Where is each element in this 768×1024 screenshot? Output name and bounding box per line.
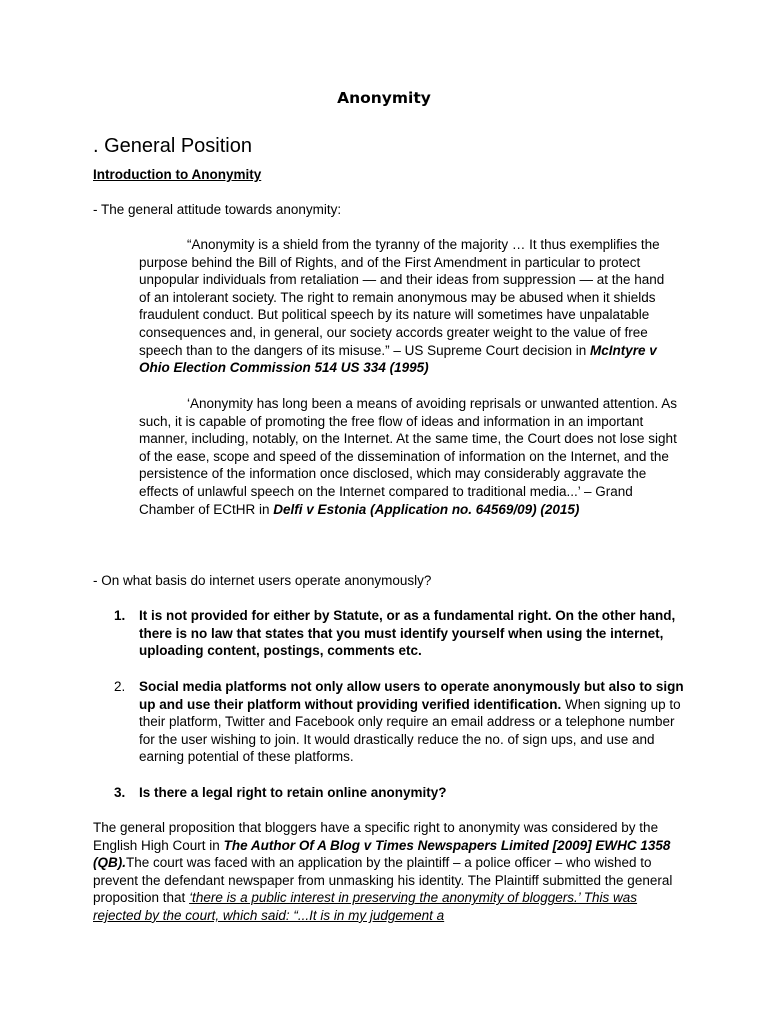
quote-delfi (139, 395, 679, 518)
paragraph-text: The general proposition that bloggers have a specific right to anonymity was considered by the English High Court in (93, 820, 659, 853)
subheading: Introduction to Anonymity (93, 167, 262, 182)
list-item (114, 784, 684, 802)
attitude-intro: - The general attitude towards anonymity: (93, 202, 342, 217)
quote-text: ‘Anonymity has long been a means of avoiding reprisals or unwanted attention. As such, it is capable of promoting the free flow of ideas and information in an important manner, including, notably, on the Internet. At the same time, the Court does not lose sight of the ease, scope and speed of the dissemination of information on the Internet, and the persistence of the information once disclosed, which may considerably aggravate the effects of unlawful speech on the Internet compared to traditional media...’ – Grand Chamber of ECtHR in (139, 396, 678, 517)
list-number: 1. (114, 608, 126, 623)
list-bold-text: Is there a legal right to retain online anonymity? (139, 785, 447, 800)
list-number: 2. (114, 679, 126, 694)
basis-question: - On what basis do internet users operate anonymously? (93, 573, 432, 588)
list-item (114, 678, 684, 766)
list-text: When signing up to their platform, Twitter and Facebook only require an email address or a telephone number for the user wishing to join. It would drastically reduce the no. of sign ups, and use and earning potential of these platforms. (139, 696, 681, 765)
list-item (114, 607, 684, 660)
case-citation: McIntyre v Ohio Election Commission 514 US 334 (1995) (139, 342, 657, 376)
underlined-quote: ‘there is a public interest in preserving the anonymity of bloggers.’ This was rejected by the court, which said: “...It is in my judgement a (93, 890, 638, 923)
final-paragraph (93, 819, 683, 925)
list-bold-text: Social media platforms not only allow users to operate anonymously but also to sign up and use their platform without providing verified identification. (139, 679, 684, 712)
quote-text: “Anonymity is a shield from the tyranny of the majority … It thus exemplifies the purpose behind the Bill of Rights, and of the First Amendment in particular to protect unpopular individuals from retaliation — and their ideas from suppression — at the hand of an intolerant society. The right to remain anonymous may be abused when it shields fraudulent conduct. But political speech by its nature will sometimes have unpalatable consequences and, in general, our society accords greater weight to the value of free speech than to the dangers of its misuse.” – US Supreme Court decision in (139, 237, 665, 358)
list-bold-text: It is not provided for either by Statute, or as a fundamental right. On the other hand, there is no law that states that you must identify yourself when using the internet, uploading content, postings, comments etc. (139, 608, 676, 659)
page-title: Anonymity (337, 89, 431, 107)
paragraph-text: The court was faced with an application by the plaintiff – a police officer – who wished to prevent the defendant newspaper from unmasking his identity. The Plaintiff submitted the general proposition that (93, 855, 673, 906)
case-citation: The Author Of A Blog v Times Newspapers Limited [2009] EWHC 1358 (QB). (93, 837, 671, 871)
section-heading: . General Position (93, 135, 252, 157)
quote-mcintyre (139, 236, 679, 377)
list-number: 3. (114, 785, 126, 800)
case-citation: Delfi v Estonia (Application no. 64569/09) (2015) (273, 501, 580, 517)
